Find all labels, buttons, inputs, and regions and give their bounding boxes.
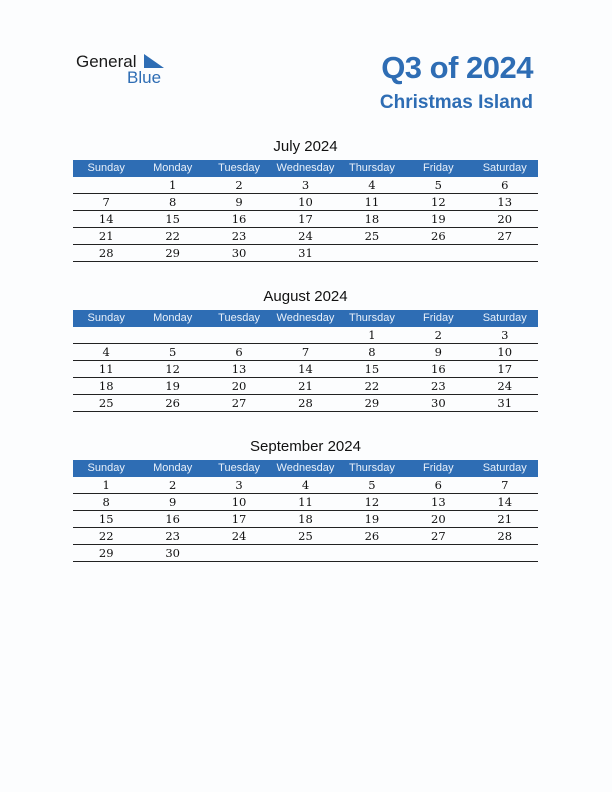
day-cell: 21 [98, 229, 114, 243]
day-cell: 18 [298, 512, 313, 526]
weekday-label: Monday [153, 462, 193, 474]
day-cell: 23 [431, 379, 446, 393]
weekday-label: Wednesday [276, 162, 335, 174]
day-cell: 10 [231, 495, 247, 509]
weekday-header [73, 310, 538, 327]
day-cell [405, 245, 471, 261]
weekday-label: Friday [423, 162, 454, 174]
weekday-label: Thursday [348, 312, 395, 324]
week-row [73, 528, 538, 545]
day-cell: 13 [231, 362, 247, 376]
page-title: Q3 of 2024 [381, 50, 533, 85]
weekday-label: Tuesday [218, 462, 260, 474]
day-cell: 10 [298, 195, 313, 209]
week-row [73, 228, 538, 245]
day-cell: 11 [298, 495, 313, 509]
day-cell: 19 [165, 379, 180, 393]
logo [76, 52, 176, 92]
day-cell [472, 545, 538, 561]
weekday-label: Wednesday [276, 312, 335, 324]
day-cell: 13 [431, 495, 446, 509]
day-cell: 2 [235, 178, 243, 192]
weekday-label: Sunday [87, 462, 125, 474]
day-cell: 30 [165, 546, 180, 560]
week-row [73, 361, 538, 378]
weekday-label: Monday [153, 312, 193, 324]
month-title: July 2024 [273, 138, 338, 155]
day-cell: 12 [364, 495, 380, 509]
weekday-label: Monday [153, 162, 193, 174]
day-cell: 2 [168, 478, 177, 492]
page-subtitle: Christmas Island [379, 92, 533, 113]
day-cell: 26 [431, 229, 446, 243]
day-cell: 16 [231, 212, 247, 226]
day-cell: 17 [497, 362, 513, 376]
weekday-label: Friday [423, 312, 454, 324]
day-cell: 5 [434, 178, 442, 192]
day-cell: 26 [364, 529, 380, 543]
day-cell: 28 [497, 529, 513, 543]
day-cell: 7 [301, 345, 310, 359]
day-cell: 6 [501, 178, 509, 192]
day-cell: 14 [298, 362, 313, 376]
week-row [73, 177, 538, 194]
day-cell [73, 327, 139, 343]
month-title: August 2024 [263, 288, 348, 305]
day-cell: 28 [298, 396, 313, 410]
day-cell: 16 [165, 512, 180, 526]
week-row [73, 494, 538, 511]
day-cell [206, 545, 272, 561]
day-cell: 18 [364, 212, 380, 226]
day-cell: 12 [165, 362, 180, 376]
day-cell [206, 327, 272, 343]
week-row [73, 511, 538, 528]
day-cell: 27 [497, 229, 513, 243]
day-cell [73, 177, 139, 193]
day-cell: 9 [168, 495, 177, 509]
week-row [73, 245, 538, 262]
day-cell: 8 [168, 195, 177, 209]
weekday-label: Sunday [87, 312, 125, 324]
day-cell: 29 [165, 246, 180, 260]
day-cell [272, 545, 338, 561]
day-cell: 7 [501, 478, 509, 492]
week-row [73, 395, 538, 412]
day-cell [339, 245, 405, 261]
day-cell: 2 [434, 328, 442, 342]
day-cell: 6 [434, 478, 442, 492]
week-row [73, 211, 538, 228]
day-cell [405, 545, 471, 561]
day-cell: 19 [431, 212, 446, 226]
day-cell: 13 [497, 195, 513, 209]
day-cell: 24 [298, 229, 313, 243]
day-cell: 1 [168, 178, 177, 192]
day-cell: 4 [368, 178, 376, 192]
day-cell: 25 [98, 396, 114, 410]
day-cell: 15 [364, 362, 380, 376]
day-cell: 8 [102, 495, 110, 509]
day-cell: 4 [301, 478, 310, 492]
day-cell: 3 [501, 328, 509, 342]
weekday-label: Wednesday [276, 462, 335, 474]
day-cell: 25 [364, 229, 380, 243]
day-cell [139, 327, 205, 343]
logo-triangle-icon [144, 54, 164, 68]
week-row [73, 344, 538, 361]
day-cell: 7 [102, 195, 110, 209]
day-cell: 21 [298, 379, 313, 393]
logo-text-general: General [76, 52, 137, 71]
day-cell: 15 [98, 512, 114, 526]
weekday-header [73, 160, 538, 177]
weekday-label: Sunday [87, 162, 125, 174]
day-cell: 20 [497, 212, 513, 226]
day-cell: 5 [168, 345, 177, 359]
day-cell: 23 [165, 529, 180, 543]
day-cell: 9 [434, 345, 442, 359]
day-cell: 21 [497, 512, 513, 526]
day-cell: 26 [165, 396, 180, 410]
day-cell: 3 [301, 178, 310, 192]
weekday-label: Thursday [348, 462, 395, 474]
logo-text-blue: Blue [127, 68, 162, 87]
day-cell [472, 245, 538, 261]
month-calendar [73, 288, 538, 412]
day-cell: 24 [231, 529, 247, 543]
day-cell: 22 [165, 229, 180, 243]
day-cell: 18 [98, 379, 114, 393]
weekday-label: Saturday [482, 462, 527, 474]
day-cell: 22 [364, 379, 380, 393]
week-row [73, 327, 538, 344]
day-cell: 5 [368, 478, 376, 492]
day-cell: 8 [368, 345, 376, 359]
day-cell: 3 [235, 478, 243, 492]
day-cell: 4 [102, 345, 110, 359]
week-row [73, 477, 538, 494]
day-cell: 29 [98, 546, 114, 560]
day-cell: 30 [431, 396, 446, 410]
day-cell [272, 327, 338, 343]
day-cell: 27 [231, 396, 247, 410]
weekday-header [73, 460, 538, 477]
day-cell: 1 [368, 328, 376, 342]
day-cell: 24 [497, 379, 513, 393]
day-cell: 22 [98, 529, 114, 543]
month-calendar [73, 138, 538, 262]
day-cell: 27 [431, 529, 446, 543]
day-cell: 28 [98, 246, 114, 260]
weekday-label: Saturday [482, 162, 527, 174]
day-cell: 6 [235, 345, 243, 359]
weekday-label: Tuesday [218, 312, 260, 324]
day-cell: 16 [431, 362, 446, 376]
day-cell: 12 [431, 195, 446, 209]
day-cell: 9 [235, 195, 243, 209]
day-cell: 10 [497, 345, 513, 359]
day-cell: 19 [364, 512, 380, 526]
day-cell: 31 [298, 246, 313, 260]
day-cell: 25 [298, 529, 313, 543]
weekday-label: Thursday [348, 162, 395, 174]
day-cell: 1 [102, 478, 110, 492]
day-cell: 20 [431, 512, 446, 526]
day-cell: 11 [364, 195, 380, 209]
weekday-label: Saturday [482, 312, 527, 324]
week-row [73, 194, 538, 211]
day-cell: 20 [231, 379, 247, 393]
month-title: September 2024 [250, 438, 361, 455]
day-cell: 14 [98, 212, 114, 226]
month-calendar [73, 438, 538, 562]
day-cell: 29 [364, 396, 380, 410]
week-row [73, 545, 538, 562]
weekday-label: Tuesday [218, 162, 260, 174]
day-cell: 14 [497, 495, 513, 509]
day-cell: 31 [497, 396, 513, 410]
day-cell: 17 [231, 512, 247, 526]
day-cell: 17 [298, 212, 313, 226]
day-cell [339, 545, 405, 561]
week-row [73, 378, 538, 395]
day-cell: 15 [165, 212, 180, 226]
day-cell: 11 [98, 362, 114, 376]
day-cell: 23 [231, 229, 247, 243]
day-cell: 30 [231, 246, 247, 260]
weekday-label: Friday [423, 462, 454, 474]
